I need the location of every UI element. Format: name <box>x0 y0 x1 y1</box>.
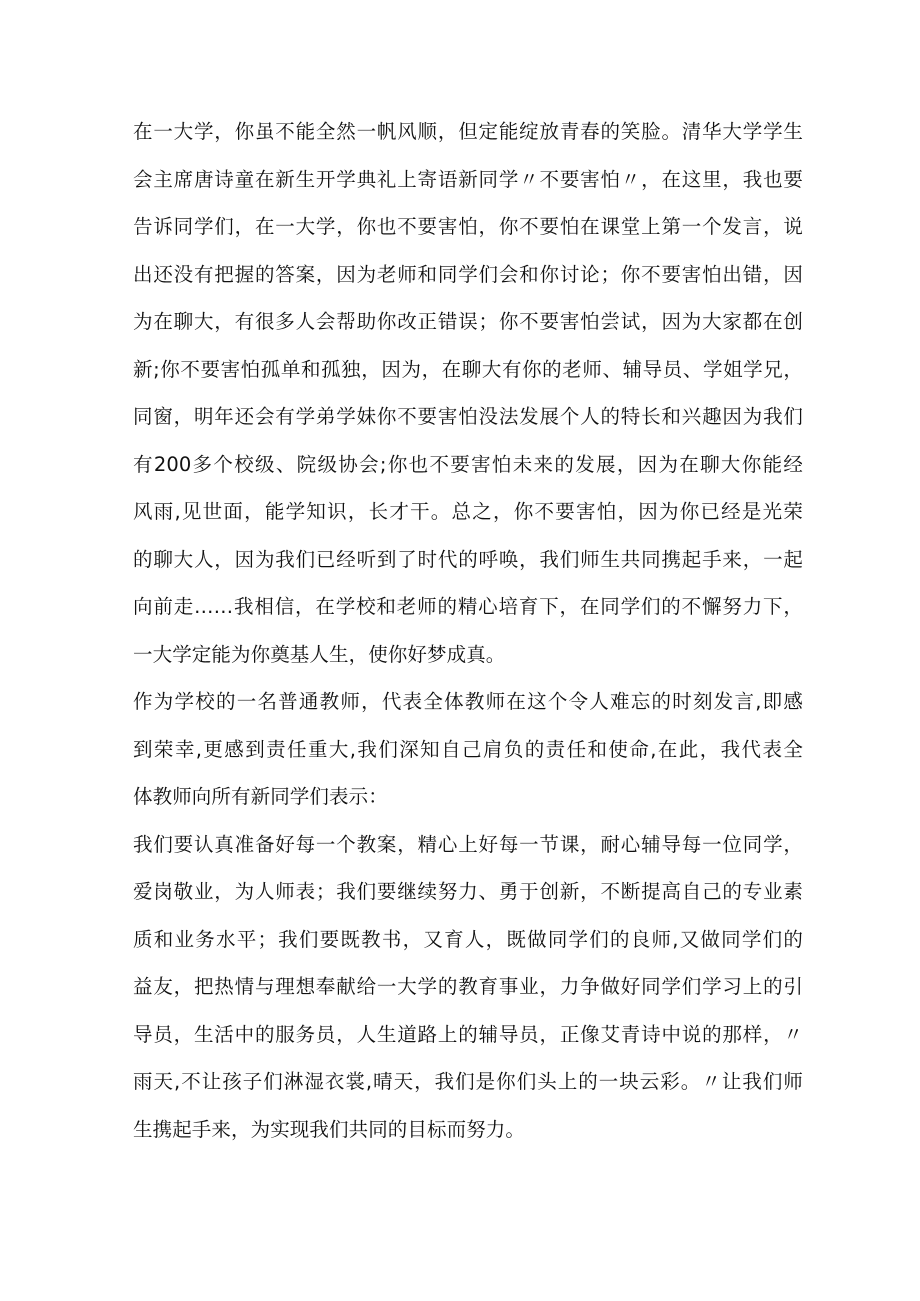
text-line: 质和业务水平；我们要既教书，又育人，既做同学们的良师,又做同学们的 <box>133 927 803 951</box>
text-line: 会主席唐诗童在新生开学典礼上寄语新同学〃不要害怕〃，在这里，我也要 <box>133 167 803 191</box>
text-line: 新;你不要害怕孤单和孤独，因为，在聊大有你的老师、辅导员、学姐学兄， <box>133 357 803 381</box>
text-line: 的聊大人，因为我们已经听到了时代的呼唤，我们师生共同携起手来，一起 <box>133 547 803 571</box>
text-line: 为在聊大，有很多人会帮助你改正错误；你不要害怕尝试，因为大家都在创 <box>133 310 803 333</box>
text-line: 告诉同学们，在一大学，你也不要害怕，你不要怕在课堂上第一个发言，说 <box>133 215 803 238</box>
text-line: 我们要认真准备好每一个教案，精心上好每一节课，耐心辅导每一位同学， <box>133 832 803 856</box>
text-line: 雨天,不让孩子们淋湿衣裳,晴天，我们是你们头上的一块云彩。〃让我们师 <box>133 1070 803 1093</box>
text-line: 作为学校的一名普通教师，代表全体教师在这个令人难忘的时刻发言,即感 <box>133 690 803 713</box>
text-line: 有200多个校级、院级协会;你也不要害怕未来的发展，因为在聊大你能经 <box>133 452 803 476</box>
paragraph-representation <box>133 678 803 821</box>
text-line: 生携起手来，为实现我们共同的目标而努力。 <box>133 1117 526 1141</box>
text-line: 向前走……我相信，在学校和老师的精心培育下，在同学们的不懈努力下， <box>133 595 803 618</box>
text-line: 出还没有把握的答案，因为老师和同学们会和你讨论；你不要害怕出错，因 <box>133 262 803 286</box>
text-line: 风雨,见世面，能学知识，长才干。总之，你不要害怕，因为你已经是光荣 <box>133 500 803 523</box>
text-line: 到荣幸,更感到责任重大,我们深知自己肩负的责任和使命,在此，我代表全 <box>133 737 803 761</box>
paragraph-welcome <box>133 108 803 678</box>
text-line: 导员，生活中的服务员，人生道路上的辅导员，正像艾青诗中说的那样，〃 <box>133 1022 803 1046</box>
document-body <box>133 108 803 1153</box>
text-line: 同窗，明年还会有学弟学妹你不要害怕没法发展个人的特长和兴趣因为我们 <box>133 405 803 428</box>
text-line: 益友，把热情与理想奉献给一大学的教育事业，力争做好同学们学习上的引 <box>133 975 803 998</box>
paragraph-commitment <box>133 821 803 1154</box>
text-line: 在一大学，你虽不能全然一帆风顺，但定能绽放青春的笑脸。清华大学学生 <box>133 120 803 143</box>
text-line: 体教师向所有新同学们表示： <box>133 785 388 808</box>
text-line: 一大学定能为你奠基人生，使你好梦成真。 <box>133 642 506 666</box>
text-line: 爱岗敬业，为人师表；我们要继续努力、勇于创新，不断提高自己的专业素 <box>133 880 803 903</box>
